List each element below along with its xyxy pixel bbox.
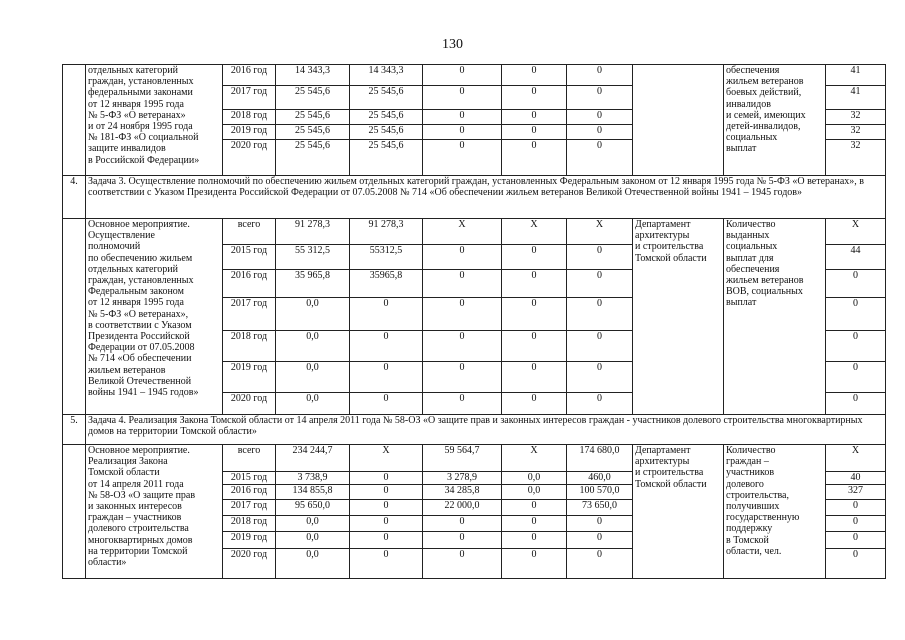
total-cell: 0,0 [276, 331, 350, 362]
year-cell: 2017 год [223, 86, 276, 110]
executor-cell: Департамент архитектуры и строительства Томской области [633, 445, 724, 579]
target-cell: 40 [826, 472, 886, 485]
executor-cell: Департамент архитектуры и строительства Томской области [633, 219, 724, 415]
year-cell: 2018 год [223, 516, 276, 532]
total-cell: 55 312,5 [276, 245, 350, 270]
year-cell: 2016 год [223, 270, 276, 298]
target-cell: 0 [826, 270, 886, 298]
extrabudget-cell: 0 [567, 298, 633, 331]
total-cell: 0,0 [276, 549, 350, 579]
table-row [63, 445, 886, 472]
total-cell: 91 278,3 [276, 219, 350, 245]
target-cell: 0 [826, 298, 886, 331]
total-cell: 0,0 [276, 532, 350, 549]
total-cell: 0,0 [276, 298, 350, 331]
local-cell: 0 [502, 549, 567, 579]
total-cell: 0,0 [276, 516, 350, 532]
extrabudget-cell: 0 [567, 532, 633, 549]
local-cell: 0 [502, 65, 567, 86]
federal-cell: 0 [350, 516, 423, 532]
extrabudget-cell: 0 [567, 549, 633, 579]
extrabudget-cell: 0 [567, 270, 633, 298]
year-cell: 2018 год [223, 110, 276, 125]
year-cell: 2016 год [223, 485, 276, 500]
extrabudget-cell: 174 680,0 [567, 445, 633, 472]
regional-cell: 0 [423, 110, 502, 125]
row-index-cell [63, 65, 86, 176]
year-cell: 2020 год [223, 549, 276, 579]
total-cell: 3 738,9 [276, 472, 350, 485]
year-cell: всего [223, 219, 276, 245]
year-cell: 2018 год [223, 331, 276, 362]
target-cell: Х [826, 445, 886, 472]
target-cell: 44 [826, 245, 886, 270]
local-cell: 0,0 [502, 472, 567, 485]
local-cell: 0 [502, 516, 567, 532]
local-cell: 0,0 [502, 485, 567, 500]
federal-cell: 0 [350, 532, 423, 549]
table-row [63, 219, 886, 245]
federal-cell: 25 545,6 [350, 125, 423, 140]
federal-cell: 35965,8 [350, 270, 423, 298]
local-cell: Х [502, 219, 567, 245]
local-cell: 0 [502, 331, 567, 362]
federal-cell: 0 [350, 500, 423, 516]
regional-cell: 0 [423, 331, 502, 362]
year-cell: 2019 год [223, 532, 276, 549]
local-cell: 0 [502, 270, 567, 298]
local-cell: 0 [502, 110, 567, 125]
activity-description: Основное мероприятие. Осуществление полномочий по обеспечению жильем отдельных категорий граждан, установленных Федеральным законом от 12 января 1995 года № 5-ФЗ «О ветеранах», в соответствии с Указом Президента Российской Федерации от 07.05.2008 № 714 «Об обеспечении жильем ветеранов Великой Отечественной войны 1941 – 1945 годов» [86, 219, 223, 415]
local-cell: 0 [502, 393, 567, 415]
regional-cell: 0 [423, 362, 502, 393]
year-cell: 2015 год [223, 472, 276, 485]
target-cell: 32 [826, 110, 886, 125]
extrabudget-cell: 73 650,0 [567, 500, 633, 516]
indicator-cell: обеспечения жильем ветеранов боевых действий, инвалидов и семей, имеющих детей-инвалидов, социальных выплат [724, 65, 826, 176]
total-cell: 25 545,6 [276, 86, 350, 110]
task-index: 4. [63, 176, 86, 219]
federal-cell: 0 [350, 472, 423, 485]
task-row [63, 176, 886, 219]
federal-cell: 0 [350, 549, 423, 579]
year-cell: 2017 год [223, 500, 276, 516]
target-cell: 327 [826, 485, 886, 500]
federal-cell: 0 [350, 485, 423, 500]
target-cell: 0 [826, 549, 886, 579]
extrabudget-cell: 100 570,0 [567, 485, 633, 500]
total-cell: 0,0 [276, 393, 350, 415]
total-cell: 25 545,6 [276, 110, 350, 125]
indicator-cell: Количество выданных социальных выплат для обеспечения жильем ветеранов ВОВ, социальных выплат [724, 219, 826, 415]
target-cell: 32 [826, 125, 886, 140]
local-cell: 0 [502, 140, 567, 176]
local-cell: 0 [502, 125, 567, 140]
regional-cell: 0 [423, 516, 502, 532]
regional-cell: 0 [423, 86, 502, 110]
federal-cell: 14 343,3 [350, 65, 423, 86]
regional-cell: 0 [423, 140, 502, 176]
federal-cell: 91 278,3 [350, 219, 423, 245]
task-index: 5. [63, 415, 86, 445]
program-table [62, 64, 886, 579]
regional-cell: 0 [423, 549, 502, 579]
target-cell: 32 [826, 140, 886, 176]
regional-cell: 3 278,9 [423, 472, 502, 485]
year-cell: 2015 год [223, 245, 276, 270]
extrabudget-cell: 0 [567, 362, 633, 393]
federal-cell: 25 545,6 [350, 110, 423, 125]
regional-cell: 34 285,8 [423, 485, 502, 500]
target-cell: 41 [826, 65, 886, 86]
year-cell: 2019 год [223, 362, 276, 393]
regional-cell: 0 [423, 532, 502, 549]
local-cell: 0 [502, 362, 567, 393]
regional-cell: 59 564,7 [423, 445, 502, 472]
total-cell: 14 343,3 [276, 65, 350, 86]
extrabudget-cell: 0 [567, 65, 633, 86]
federal-cell: 55312,5 [350, 245, 423, 270]
federal-cell: Х [350, 445, 423, 472]
target-cell: 0 [826, 532, 886, 549]
table-row [63, 65, 886, 86]
year-cell: 2017 год [223, 298, 276, 331]
row-index-cell [63, 219, 86, 415]
regional-cell: 0 [423, 393, 502, 415]
executor-cell [633, 65, 724, 176]
extrabudget-cell: 0 [567, 331, 633, 362]
federal-cell: 0 [350, 331, 423, 362]
year-cell: 2016 год [223, 65, 276, 86]
federal-cell: 0 [350, 298, 423, 331]
activity-description: Основное мероприятие. Реализация Закона Томской области от 14 апреля 2011 года № 58-ОЗ «О защите прав и законных интересов граждан – участников долевого строительства многоквартирных домов на территории Томской области» [86, 445, 223, 579]
regional-cell: 0 [423, 65, 502, 86]
regional-cell: 0 [423, 125, 502, 140]
extrabudget-cell: Х [567, 219, 633, 245]
year-cell: 2020 год [223, 140, 276, 176]
local-cell: 0 [502, 86, 567, 110]
task-row [63, 415, 886, 445]
target-cell: 0 [826, 362, 886, 393]
total-cell: 25 545,6 [276, 140, 350, 176]
extrabudget-cell: 0 [567, 393, 633, 415]
local-cell: 0 [502, 298, 567, 331]
target-cell: 0 [826, 516, 886, 532]
regional-cell: 0 [423, 245, 502, 270]
indicator-cell: Количество граждан – участников долевого строительства, получивших государственную поддержку в Томской области, чел. [724, 445, 826, 579]
federal-cell: 0 [350, 362, 423, 393]
local-cell: 0 [502, 245, 567, 270]
target-cell: Х [826, 219, 886, 245]
page-number: 130 [442, 37, 463, 52]
local-cell: 0 [502, 532, 567, 549]
total-cell: 134 855,8 [276, 485, 350, 500]
activity-description: отдельных категорий граждан, установленных федеральными законами от 12 января 1995 года № 5-ФЗ «О ветеранах» и от 24 ноября 1995 года № 181-ФЗ «О социальной защите инвалидов в Российской Федерации» [86, 65, 223, 176]
extrabudget-cell: 460,0 [567, 472, 633, 485]
extrabudget-cell: 0 [567, 110, 633, 125]
extrabudget-cell: 0 [567, 125, 633, 140]
year-cell: 2019 год [223, 125, 276, 140]
target-cell: 41 [826, 86, 886, 110]
target-cell: 0 [826, 393, 886, 415]
target-cell: 0 [826, 331, 886, 362]
regional-cell: Х [423, 219, 502, 245]
target-cell: 0 [826, 500, 886, 516]
local-cell: 0 [502, 500, 567, 516]
task-title: Задача 3. Осуществление полномочий по обеспечению жильем отдельных категорий граждан, установленных Федеральным законом от 12 января 1995 года № 5-ФЗ «О ветеранах», в соответствии с Указом Президента Российской Федерации от 07.05.2008 № 714 «Об обеспечении жильем ветеранов Великой Отечественной войны 1941 – 1945 годов» [86, 176, 886, 219]
task-title: Задача 4. Реализация Закона Томской области от 14 апреля 2011 года № 58-ОЗ «О защите прав и законных интересов граждан - участников долевого строительства многоквартирных домов на территории Томской области» [86, 415, 886, 445]
federal-cell: 0 [350, 393, 423, 415]
regional-cell: 0 [423, 270, 502, 298]
extrabudget-cell: 0 [567, 86, 633, 110]
total-cell: 95 650,0 [276, 500, 350, 516]
year-cell: всего [223, 445, 276, 472]
row-index-cell [63, 445, 86, 579]
local-cell: Х [502, 445, 567, 472]
federal-cell: 25 545,6 [350, 140, 423, 176]
total-cell: 25 545,6 [276, 125, 350, 140]
extrabudget-cell: 0 [567, 516, 633, 532]
total-cell: 234 244,7 [276, 445, 350, 472]
regional-cell: 0 [423, 298, 502, 331]
total-cell: 35 965,8 [276, 270, 350, 298]
regional-cell: 22 000,0 [423, 500, 502, 516]
federal-cell: 25 545,6 [350, 86, 423, 110]
total-cell: 0,0 [276, 362, 350, 393]
year-cell: 2020 год [223, 393, 276, 415]
extrabudget-cell: 0 [567, 245, 633, 270]
extrabudget-cell: 0 [567, 140, 633, 176]
